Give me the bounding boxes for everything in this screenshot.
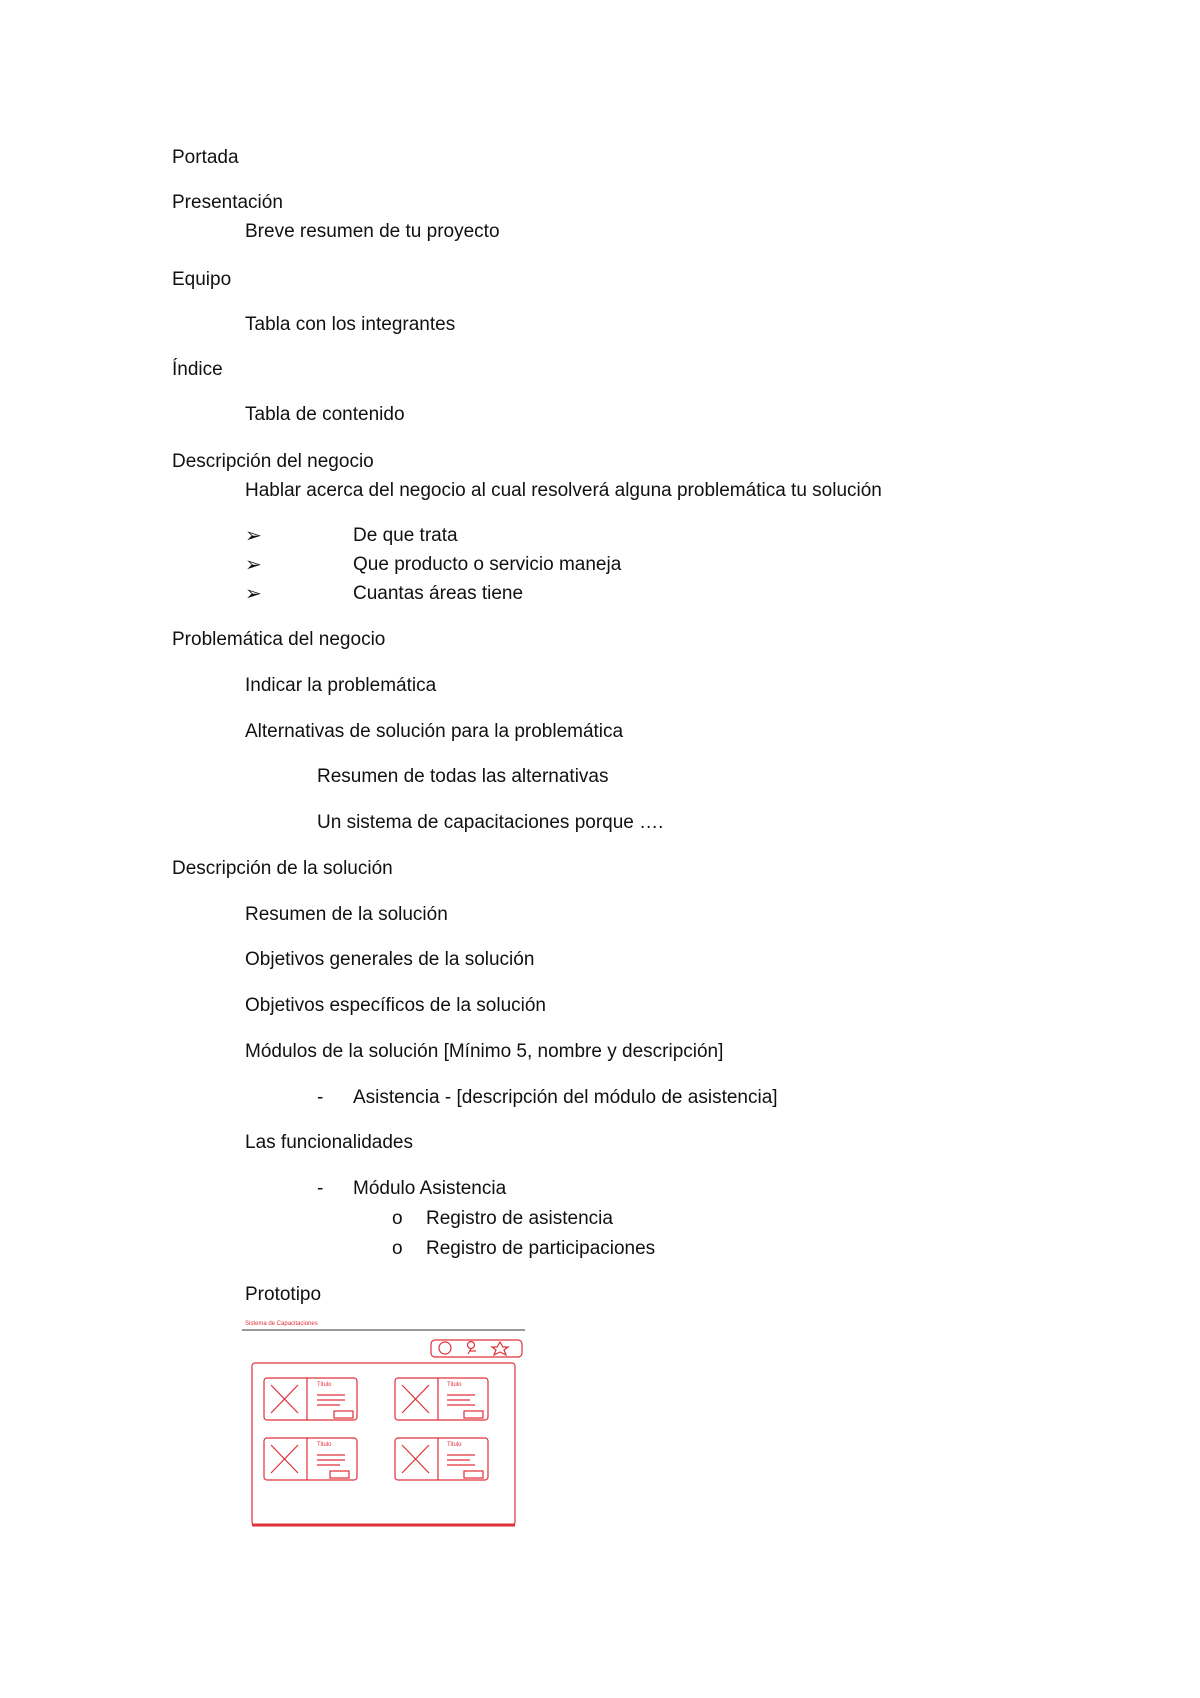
text-resumen-solucion: Resumen de la solución (245, 904, 448, 925)
list-item: Registro de participaciones (426, 1238, 656, 1259)
text-funcionalidades: Las funcionalidades (245, 1132, 413, 1153)
heading-problematica-negocio: Problemática del negocio (172, 629, 386, 650)
text-objetivos-generales: Objetivos generales de la solución (245, 949, 535, 970)
list-item: De que trata (353, 525, 458, 546)
list-item: Módulo Asistencia (353, 1178, 507, 1199)
prototype-header-title: Sistema de Capacitaciones (245, 1321, 318, 1327)
dash-bullet-icon: - (317, 1087, 324, 1108)
card-title: Titulo (317, 1382, 332, 1388)
dash-bullet-icon: - (317, 1178, 324, 1199)
user-icon (468, 1342, 477, 1355)
heading-indice: Índice (172, 359, 223, 380)
text-alternativas-solucion: Alternativas de solución para la problemática (245, 721, 624, 742)
text-tabla-contenido: Tabla de contenido (245, 404, 405, 425)
text-breve-resumen: Breve resumen de tu proyecto (245, 221, 500, 242)
prototype-panel (252, 1363, 515, 1525)
prototype-card (395, 1438, 488, 1480)
text-hablar-negocio: Hablar acerca del negocio al cual resolverá alguna problemática tu solución (245, 480, 882, 501)
card-title: Titulo (317, 1442, 332, 1448)
circle-bullet-icon: o (392, 1208, 403, 1229)
prototype-wireframe (242, 1318, 525, 1530)
arrow-bullet-icon: ➢ (245, 525, 262, 547)
heading-descripcion-negocio: Descripción del negocio (172, 451, 374, 472)
heading-portada: Portada (172, 147, 239, 168)
text-objetivos-especificos: Objetivos específicos de la solución (245, 995, 546, 1016)
heading-equipo: Equipo (172, 269, 232, 290)
prototype-card (395, 1378, 488, 1420)
heading-prototipo: Prototipo (245, 1284, 322, 1305)
settings-icon (492, 1342, 508, 1355)
heading-descripcion-solucion: Descripción de la solución (172, 858, 393, 879)
prototype-card (264, 1438, 357, 1480)
arrow-bullet-icon: ➢ (245, 554, 262, 576)
card-title: Titulo (447, 1382, 462, 1388)
card-title: Titulo (447, 1442, 462, 1448)
list-item: Cuantas áreas tiene (353, 583, 524, 604)
search-icon (439, 1342, 451, 1354)
list-item: Registro de asistencia (426, 1208, 613, 1229)
text-sistema-capacitaciones: Un sistema de capacitaciones porque …. (317, 812, 664, 833)
list-item: Que producto o servicio maneja (353, 554, 622, 575)
text-modulos-solucion: Módulos de la solución [Mínimo 5, nombre y descripción] (245, 1041, 724, 1062)
text-resumen-alternativas: Resumen de todas las alternativas (317, 766, 609, 787)
prototype-card (264, 1378, 357, 1420)
heading-presentacion: Presentación (172, 192, 283, 213)
circle-bullet-icon: o (392, 1238, 403, 1259)
text-indicar-problematica: Indicar la problemática (245, 675, 437, 696)
arrow-bullet-icon: ➢ (245, 583, 262, 605)
list-item: Asistencia - [descripción del módulo de asistencia] (353, 1087, 778, 1108)
text-tabla-integrantes: Tabla con los integrantes (245, 314, 456, 335)
